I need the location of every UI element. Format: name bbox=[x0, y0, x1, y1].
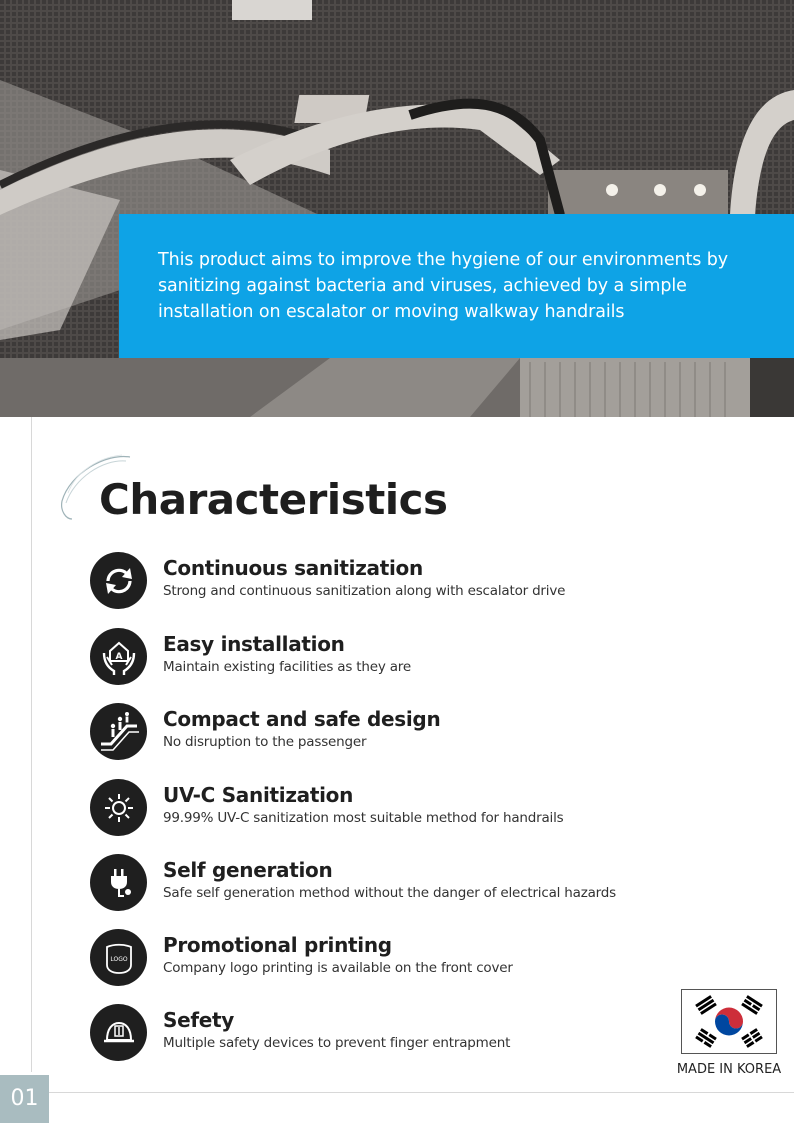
svg-text:LOGO: LOGO bbox=[109, 955, 128, 963]
feature-description: Multiple safety devices to prevent finger entrapment bbox=[163, 1035, 511, 1051]
svg-text:A: A bbox=[115, 651, 122, 662]
hands-house-icon bbox=[90, 628, 147, 685]
left-divider bbox=[31, 417, 32, 1072]
feature-description: Maintain existing facilities as they are bbox=[163, 659, 411, 675]
korea-flag-icon bbox=[681, 989, 777, 1054]
feature-title: Compact and safe design bbox=[163, 707, 441, 731]
footer-divider bbox=[49, 1092, 794, 1093]
feature-title: UV-C Sanitization bbox=[163, 783, 354, 807]
logo-cover-icon bbox=[90, 929, 147, 986]
made-in-korea-label: MADE IN KOREA bbox=[676, 1062, 782, 1077]
feature-title: Easy installation bbox=[163, 632, 345, 656]
rotate-arrows-icon bbox=[90, 552, 147, 609]
feature-title: Promotional printing bbox=[163, 933, 392, 957]
feature-title: Self generation bbox=[163, 858, 333, 882]
feature-description: 99.99% UV-C sanitization most suitable method for handrails bbox=[163, 810, 564, 826]
intro-banner bbox=[119, 214, 794, 358]
feature-description: Company logo printing is available on the front cover bbox=[163, 960, 513, 976]
intro-text: This product aims to improve the hygiene of our environments by sanitizing against bacteria and viruses, achieved by a simple installation on escalator or moving walkway handrails bbox=[158, 250, 729, 322]
feature-description: Strong and continuous sanitization along with escalator drive bbox=[163, 583, 566, 599]
feature-compact-safe-design bbox=[90, 703, 650, 761]
feature-promotional-printing bbox=[90, 929, 650, 987]
feature-description: No disruption to the passenger bbox=[163, 734, 367, 750]
feature-title: Sefety bbox=[163, 1008, 235, 1032]
feature-title: Continuous sanitization bbox=[163, 556, 423, 580]
feature-continuous-sanitization bbox=[90, 552, 650, 610]
uv-sun-icon bbox=[90, 779, 147, 836]
feature-uvc-sanitization bbox=[90, 779, 650, 837]
page-number: 01 bbox=[0, 1075, 49, 1123]
feature-description: Safe self generation method without the danger of electrical hazards bbox=[163, 885, 616, 901]
section-title: Characteristics bbox=[99, 475, 448, 524]
plug-icon bbox=[90, 854, 147, 911]
feature-easy-installation bbox=[90, 628, 650, 686]
escalator-people-icon bbox=[90, 703, 147, 760]
feature-self-generation bbox=[90, 854, 650, 912]
feature-safety bbox=[90, 1004, 650, 1062]
hard-hat-icon bbox=[90, 1004, 147, 1061]
